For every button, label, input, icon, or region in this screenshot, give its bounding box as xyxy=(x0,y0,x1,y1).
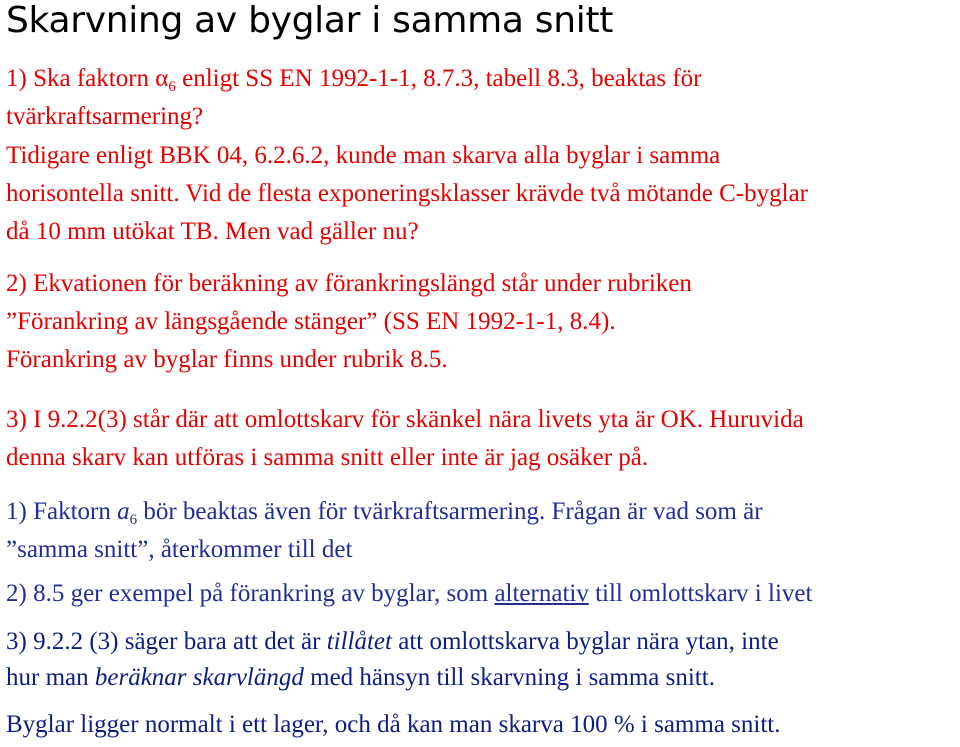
alpha-subscript: 6 xyxy=(168,79,176,95)
answer-3-text-d: med hänsyn till skarvning i samma snitt. xyxy=(303,664,715,691)
answer-1-line-1 xyxy=(6,497,763,527)
answer-3-line-2 xyxy=(6,663,715,693)
answer-2-line xyxy=(6,579,812,609)
question-2-line-2: ”Förankring av längsgående stänger” (SS EN 1992-1-1, 8.4). xyxy=(6,308,616,335)
question-1-line-4: horisontella snitt. Vid de flesta exponeringsklasser krävde två mötande C-byglar xyxy=(6,180,809,207)
question-1-line-5: då 10 mm utökat TB. Men vad gäller nu? xyxy=(6,218,419,245)
answer-1-line-2: ”samma snitt”, återkommer till det xyxy=(6,536,353,563)
answer-1-text-b: bör beaktas även för tvärkraftsarmering. Frågan är vad som är xyxy=(137,498,763,525)
answer-2-text-b: till omlottskarv i livet xyxy=(588,580,813,607)
question-1-text-b: enligt SS EN 1992-1-1, 8.7.3, tabell 8.3, beaktas för xyxy=(175,65,702,92)
answer-3-line-1 xyxy=(6,627,779,657)
answer-3-text-a: 3) 9.2.2 (3) säger bara att det är xyxy=(6,628,327,655)
question-2-line-3: Förankring av byglar finns under rubrik 8.5. xyxy=(6,346,448,373)
question-1-line-3: Tidigare enligt BBK 04, 6.2.6.2, kunde man skarva alla byglar i samma xyxy=(6,142,721,169)
answer-2-text-a: 2) 8.5 ger exempel på förankring av byglar, som xyxy=(6,580,495,607)
question-3-line-1: 3) I 9.2.2(3) står där att omlottskarv för skänkel nära livets yta är OK. Huruvida xyxy=(6,406,804,433)
question-1-text-a: 1) Ska faktorn α xyxy=(6,65,169,92)
answer-3-text-c: hur man xyxy=(6,664,95,691)
factor-subscript: 6 xyxy=(129,512,138,528)
question-1-line-1 xyxy=(6,64,702,94)
question-1-line-2: tvärkraftsarmering? xyxy=(6,103,204,130)
question-3-line-2: denna skarv kan utföras i samma snitt eller inte är jag osäker på. xyxy=(6,444,649,471)
factor-variable: a xyxy=(117,498,130,525)
slide-title: Skarvning av byglar i samma snitt xyxy=(6,0,614,41)
tillatet-italic: tillåtet xyxy=(326,628,392,655)
beraknar-skarvlangd-italic: beräknar skarvlängd xyxy=(94,664,304,691)
alternativ-underlined-text: alternativ xyxy=(494,580,589,607)
answer-1-text-a: 1) Faktorn xyxy=(6,498,118,525)
answer-4-line: Byglar ligger normalt i ett lager, och då kan man skarva 100 % i samma snitt. xyxy=(6,711,781,738)
answer-3-text-b: att omlottskarva byglar nära ytan, inte xyxy=(391,628,779,655)
question-2-line-1: 2) Ekvationen för beräkning av förankringslängd står under rubriken xyxy=(6,270,692,297)
